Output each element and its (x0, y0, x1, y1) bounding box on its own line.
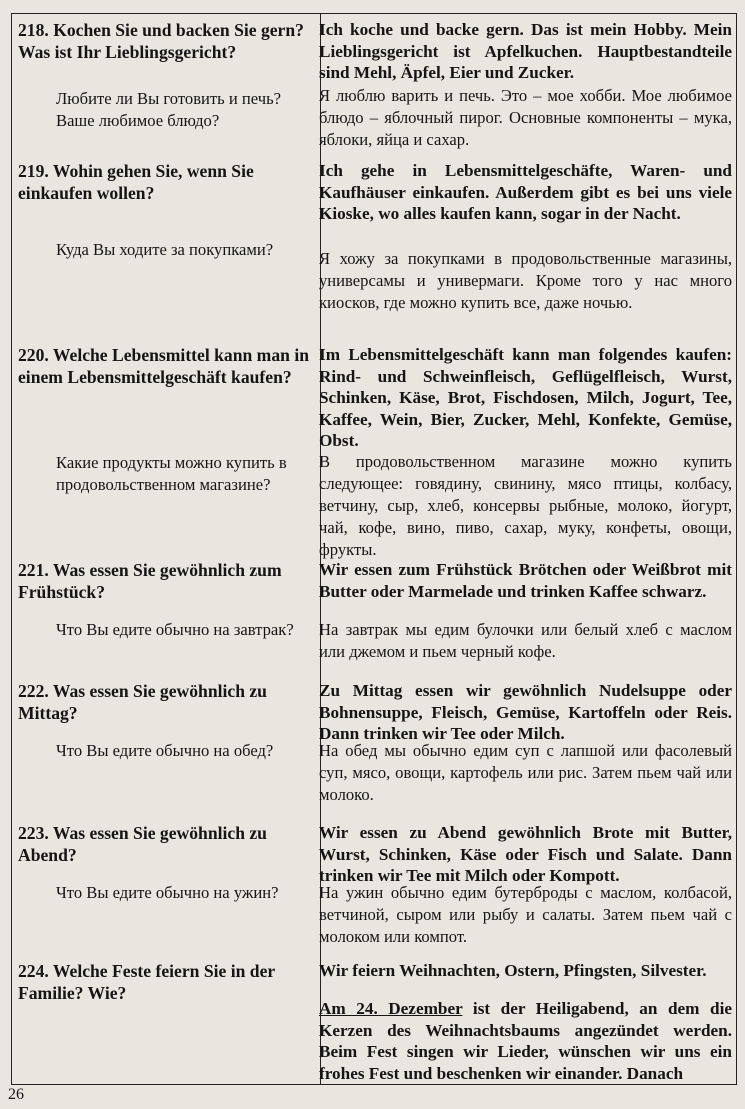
question-de (18, 680, 314, 724)
entry-number: 222. (18, 681, 49, 701)
question-de (18, 822, 314, 866)
answer-de: Wir essen zu Abend gewöhnlich Brote mit Butter, Wurst, Schinken, Käse oder Fisch und Salate. Dann trinken wir Tee mit Milch oder Kompott. (319, 823, 732, 885)
answer-ru: На обед мы обычно едим суп с лапшой или фасолевый суп, мясо, овощи, картофель или рис. Затем пьем чай или молоко. (319, 741, 732, 804)
entry-number: 220. (18, 345, 49, 365)
answer-ru: На завтрак мы едим булочки или белый хлеб с маслом или джемом и пьем черный кофе. (319, 620, 732, 661)
answer-de: Wir essen zum Frühstück Brötchen oder Weißbrot mit Butter oder Marmelade und trinken Kaffee schwarz. (319, 560, 732, 601)
question-ru: Какие продукты можно купить в продовольственном магазине? (56, 453, 287, 494)
question-ru: Куда Вы ходите за покупками? (56, 240, 274, 259)
question-ru: Что Вы едите обычно на обед? (56, 741, 274, 760)
answer-de: Zu Mittag essen wir gewöhnlich Nudelsuppe oder Bohnensuppe, Fleisch, Gemüse, Kartoffeln oder Reis. Dann trinken wir Tee oder Milch. (319, 681, 732, 743)
answer-ru: В продовольственном магазине можно купить следующее: говядину, свинину, мясо птицы, колбасу, ветчину, сыр, хлеб, консервы рыбные, молоко, йогурт, чай, кофе, вино, пиво, сахар, муку, конфеты, овощи, фрукты. (319, 452, 732, 559)
question-ru: Что Вы едите обычно на ужин? (56, 883, 279, 902)
answer-de-continued (319, 998, 732, 1084)
question-ru: Любите ли Вы готовить и печь? Ваше любимое блюдо? (56, 89, 282, 130)
question-de (18, 344, 314, 388)
answer-ru: Я хожу за покупками в продовольственные магазины, универсамы и универмаги. Кроме того у нас много киосков, где можно купить все, даже ночью. (319, 249, 732, 312)
answer-de: Wir feiern Weihnachten, Ostern, Pfingsten, Silvester. (319, 961, 707, 980)
question-de (18, 160, 314, 204)
question-de (18, 559, 314, 603)
page-number: 26 (8, 1086, 24, 1103)
answer-de: Ich gehe in Lebensmittelgeschäfte, Waren- und Kaufhäuser einkaufen. Außerdem gibt es bei uns viele Kioske, wo alles kaufen kann, sogar in der Nacht. (319, 161, 732, 223)
entry-number: 218. (18, 20, 49, 40)
qa-table (11, 13, 737, 1085)
question-ru: Что Вы едите обычно на завтрак? (56, 620, 294, 639)
question-text: Was essen Sie gewöhnlich zu Mittag? (18, 681, 267, 723)
answer-ru: Я люблю варить и печь. Это – мое хобби. Мое любимое блюдо – яблочный пирог. Основные компоненты – мука, яблоки, яйца и сахар. (319, 86, 732, 149)
date-underlined: Am 24. Dezember (319, 999, 463, 1018)
entry-number: 219. (18, 161, 49, 181)
entry-number: 224. (18, 961, 49, 981)
question-text: Was essen Sie gewöhnlich zu Abend? (18, 823, 267, 865)
question-de (18, 19, 314, 63)
question-text: Welche Feste feiern Sie in der Familie? Wie? (18, 961, 275, 1003)
answer-ru: На ужин обычно едим бутерброды с маслом, колбасой, ветчиной, сыром или рыбу и салаты. Затем пьем чай с молоком или компот. (319, 883, 732, 946)
entry-number: 223. (18, 823, 49, 843)
question-text: Was essen Sie gewöhnlich zum Frühstück? (18, 560, 282, 602)
answer-continued-text: ist der Heiligabend, an dem die Kerzen des Weihnachtsbaums angezündet werden. Beim Fest singen wir Lieder, wünschen wir uns ein frohes Fest und beschenken wir einander. Danach (319, 999, 732, 1083)
question-de (18, 960, 314, 1004)
answer-de: Ich koche und backe gern. Das ist mein Hobby. Mein Lieblingsgericht ist Apfelkuchen. Hauptbestandteile sind Mehl, Äpfel, Eier und Zucker. (319, 20, 732, 82)
question-text: Wohin gehen Sie, wenn Sie einkaufen wollen? (18, 161, 254, 203)
entry-number: 221. (18, 560, 49, 580)
question-text: Welche Lebensmittel kann man in einem Lebensmittelgeschäft kaufen? (18, 345, 309, 387)
question-text: Kochen Sie und backen Sie gern? Was ist Ihr Lieblingsgericht? (18, 20, 304, 62)
answer-de: Im Lebensmittelgeschäft kann man folgendes kaufen: Rind- und Schweinfleisch, Geflügelfleisch, Wurst, Schinken, Käse, Brot, Fischdosen, Milch, Jogurt, Tee, Kaffee, Wein, Bier, Zucker, Mehl, Konfekte, Gemüse, Obst. (319, 345, 732, 450)
